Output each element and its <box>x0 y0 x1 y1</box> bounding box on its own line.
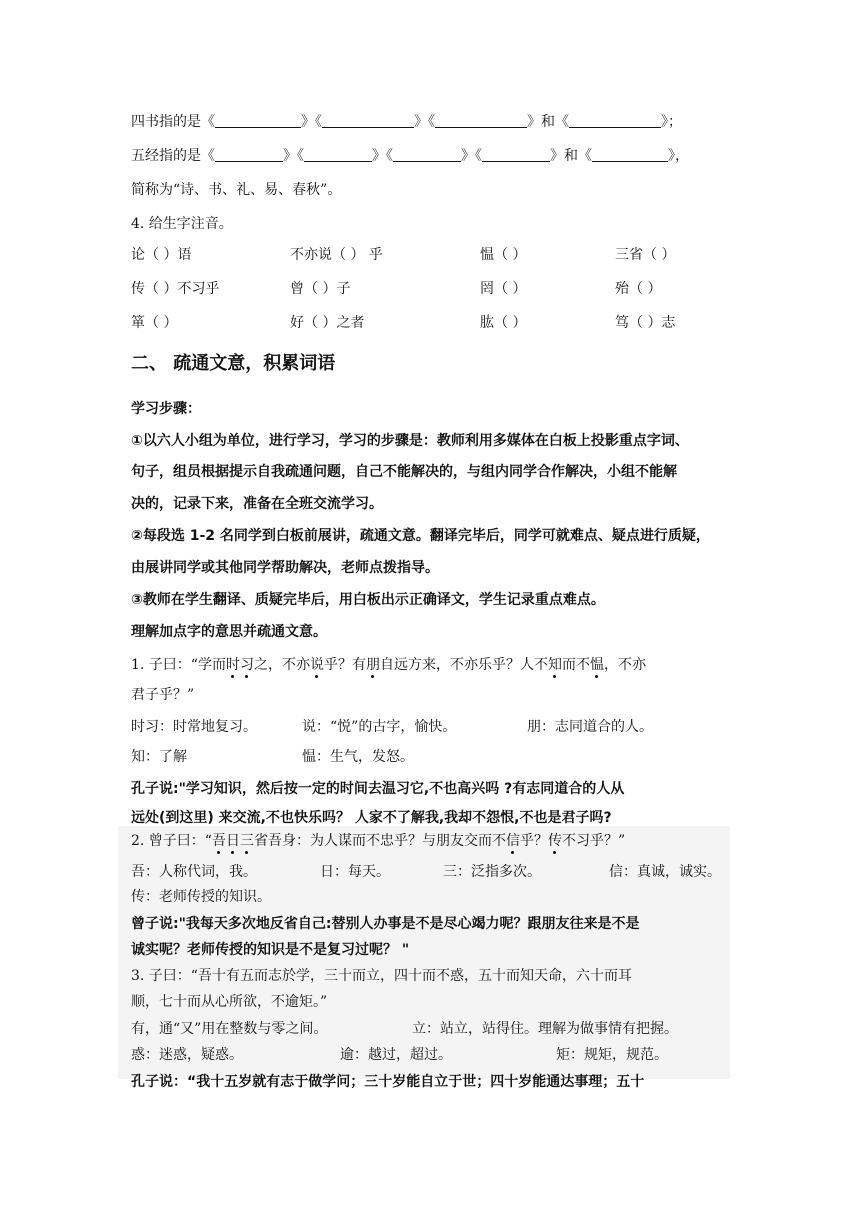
step-3-line: ③教师在学生翻译、质疑完毕后，用白板出示正确译文，学生记录重点难点。 <box>131 592 605 608</box>
translation-line: 孔子说:"学习知识，然后按一定的时间去温习它,不也高兴吗 ?有志同道合的人从 <box>131 781 625 797</box>
note: 愠：生气，发怒。 <box>302 749 414 765</box>
section-heading: 二、 疏通文意，积累词语 <box>131 353 336 374</box>
fill-blank[interactable] <box>393 147 461 162</box>
fill-blank[interactable] <box>592 147 668 162</box>
step-2-line: 由展讲同学或其他同学帮助解决，老师点拨指导。 <box>131 560 439 576</box>
translation-line: 孔子说：“我十五岁就有志于做学问；三十岁能自立于世；四十岁能通达事理；五十 <box>131 1074 645 1090</box>
step-1-line: 句子，组员根据提示自我疏通问题，自己不能解决的，与组内同学合作解决，小组不能解 <box>131 464 677 480</box>
pinyin-cell[interactable]: 笃（ ）志 <box>615 315 676 331</box>
fill-blank[interactable] <box>435 113 527 128</box>
passage-1-text: 君子乎？” <box>131 687 195 703</box>
pinyin-cell[interactable]: 殆（ ） <box>615 281 662 297</box>
fill-blank[interactable] <box>215 147 283 162</box>
note: 传：老师传授的知识。 <box>131 889 271 905</box>
fill-blank[interactable] <box>215 113 301 128</box>
note: 朋：志同道合的人。 <box>527 719 653 735</box>
pinyin-cell[interactable]: 罔（ ） <box>480 281 527 297</box>
note: 吾：人称代词，我。 <box>131 864 257 880</box>
fill-blank[interactable] <box>304 147 372 162</box>
pinyin-cell[interactable]: 不亦说（ ） 乎 <box>290 247 383 263</box>
five-classics-line: 五经指的是《 》《 》《 》《 》和《 》， <box>131 148 689 164</box>
task-line: 理解加点字的意思并疏通文意。 <box>131 624 327 640</box>
note: 日：每天。 <box>320 864 390 880</box>
five-classics-prefix: 五经指的是 <box>131 148 201 164</box>
fill-blank[interactable] <box>322 113 414 128</box>
note: 立：站立，站得住。理解为做事情有把握。 <box>412 1021 678 1037</box>
note: 时习：时常地复习。 <box>131 719 257 735</box>
pinyin-cell[interactable]: 愠（ ） <box>480 247 527 263</box>
translation-line: 诚实呢？老师传授的知识是不是复习过呢？ " <box>131 942 410 958</box>
note: 知：了解 <box>131 749 187 765</box>
four-books-prefix: 四书指的是 <box>131 114 201 130</box>
translation-line: 曾子说:"我每天多次地反省自己:替别人办事是不是尽心竭力呢？跟朋友往来是不是 <box>131 916 640 932</box>
passage-2-text: 2. 曾子曰：“吾日三省吾身：为人谋而不忠乎？与朋友交而不信乎？传不习乎？” <box>131 833 626 849</box>
passage-3-text: 顺，七十而从心所欲，不逾矩。” <box>131 994 328 1010</box>
note: 逾：越过，超过。 <box>340 1047 452 1063</box>
note: 矩：规矩，规范。 <box>556 1047 668 1063</box>
note: 有，通“又”用在整数与零之间。 <box>131 1021 328 1037</box>
note: 惑：迷惑，疑惑。 <box>131 1047 243 1063</box>
passage-1-text: 1. 子曰：“学而时习之，不亦说乎？有朋自远方来，不亦乐乎？人不知而不愠，不亦 <box>131 657 646 673</box>
step-2-line: ②每段选 1-2 名同学到白板前展讲，疏通文意。翻译完毕后，同学可就难点、疑点进行质疑， <box>131 528 710 544</box>
step-1-line: ①以六人小组为单位，进行学习，学习的步骤是：教师利用多媒体在白板上投影重点字词、 <box>131 433 689 449</box>
passage-3-text: 3. 子曰：“吾十有五而志於学，三十而立，四十而不惑，五十而知天命，六十而耳 <box>131 968 632 984</box>
steps-title: 学习步骤： <box>131 401 201 417</box>
four-books-line: 四书指的是《 》《 》《 》和《 》； <box>131 114 682 130</box>
pinyin-cell[interactable]: 箪（ ） <box>131 315 178 331</box>
pinyin-cell[interactable]: 论（ ）语 <box>131 247 192 263</box>
fill-blank[interactable] <box>569 113 661 128</box>
pinyin-cell[interactable]: 传（ ）不习乎 <box>131 281 220 297</box>
pinyin-cell[interactable]: 好（ ）之者 <box>290 315 365 331</box>
pinyin-task-title: 4. 给生字注音。 <box>131 216 233 232</box>
pinyin-cell[interactable]: 肱（ ） <box>480 315 527 331</box>
note: 说：“悦”的古字，愉快。 <box>302 719 457 735</box>
translation-line: 远处(到这里) 来交流,不也快乐吗？ 人家不了解我,我却不怨恨,不也是君子吗? <box>131 810 612 826</box>
pinyin-cell[interactable]: 曾（ ）子 <box>290 281 351 297</box>
fill-blank[interactable] <box>482 147 550 162</box>
abbrev-line: 简称为“诗、书、礼、易、春秋”。 <box>131 182 342 198</box>
pinyin-cell[interactable]: 三省（ ） <box>615 247 676 263</box>
note: 信：真诚，诚实。 <box>609 864 721 880</box>
note: 三：泛指多次。 <box>443 864 541 880</box>
step-1-line: 决的，记录下来，准备在全班交流学习。 <box>131 496 383 512</box>
